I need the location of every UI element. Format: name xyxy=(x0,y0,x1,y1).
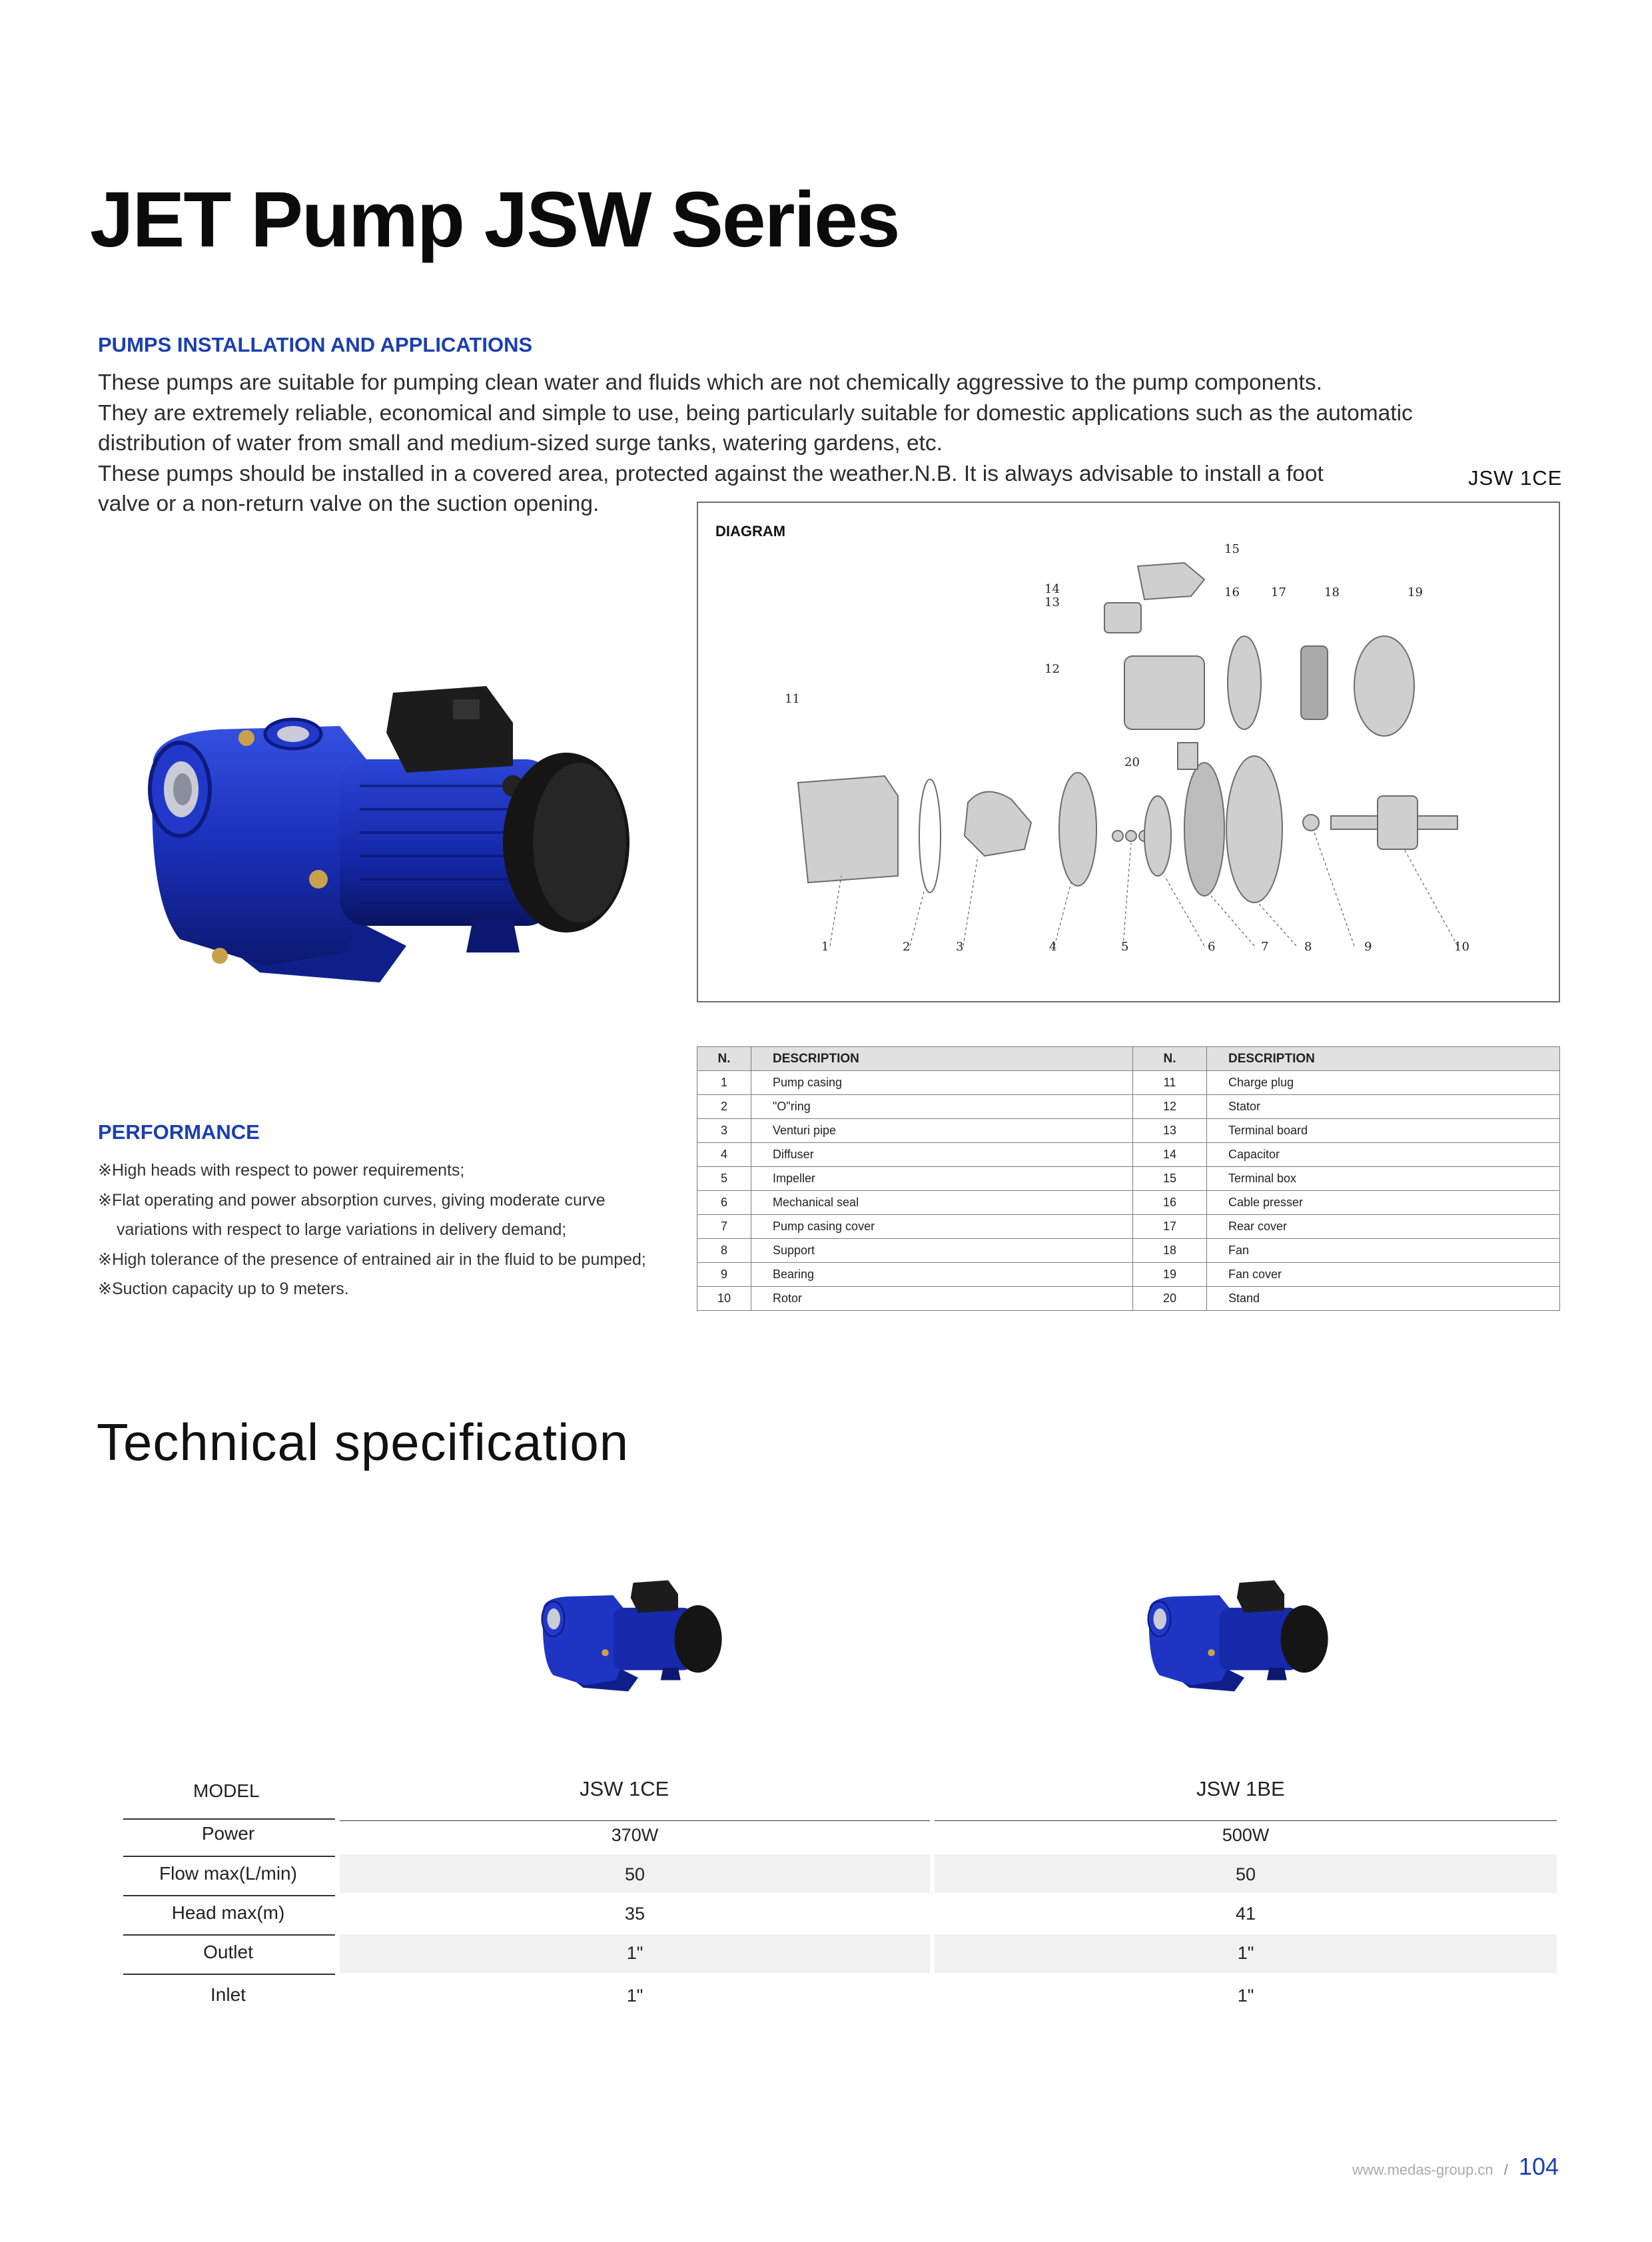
svg-text:4: 4 xyxy=(1049,940,1057,954)
row-divider xyxy=(123,1856,335,1857)
part-description: Pump casing cover xyxy=(751,1215,1133,1239)
col-number: N. xyxy=(1133,1047,1207,1071)
part-number: 4 xyxy=(697,1143,751,1167)
row-divider xyxy=(123,1934,335,1936)
table-row xyxy=(697,1215,1560,1239)
svg-text:6: 6 xyxy=(1208,940,1216,954)
part-number: 3 xyxy=(697,1119,751,1143)
spec-value: 50 xyxy=(624,1864,645,1884)
parts-table xyxy=(697,1046,1560,1311)
spec-value: 1" xyxy=(1237,1986,1254,2006)
row-divider xyxy=(123,1818,335,1820)
tech-spec-heading: Technical specification xyxy=(97,1413,629,1471)
table-row xyxy=(697,1287,1560,1311)
col-description: DESCRIPTION xyxy=(751,1047,1133,1071)
col-description: DESCRIPTION xyxy=(1207,1047,1560,1071)
model-name-1be: JSW 1BE xyxy=(1196,1777,1285,1800)
page-title: JET Pump JSW Series xyxy=(90,176,899,264)
performance-heading: PERFORMANCE xyxy=(98,1120,260,1144)
performance-item: ※Flat operating and power absorption curves, giving moderate curve xyxy=(98,1190,606,1210)
svg-text:14: 14 xyxy=(1044,582,1060,596)
diagram-label: DIAGRAM xyxy=(715,523,786,540)
svg-text:10: 10 xyxy=(1454,940,1469,954)
part-number: 1 xyxy=(697,1071,751,1095)
svg-text:17: 17 xyxy=(1271,585,1286,599)
part-number: 19 xyxy=(1133,1263,1207,1287)
svg-text:13: 13 xyxy=(1044,595,1060,609)
part-description: Fan xyxy=(1207,1239,1560,1263)
installation-heading: PUMPS INSTALLATION AND APPLICATIONS xyxy=(98,333,533,356)
part-description: "O"ring xyxy=(751,1095,1133,1119)
model-name-1ce: JSW 1CE xyxy=(580,1777,669,1800)
part-number: 5 xyxy=(697,1167,751,1191)
parts-table-header xyxy=(697,1047,1560,1071)
footer-url[interactable]: www.medas-group.cn xyxy=(1352,2161,1493,2178)
table-row xyxy=(697,1239,1560,1263)
svg-text:1: 1 xyxy=(821,940,829,954)
exploded-diagram xyxy=(697,502,1560,1002)
part-description: Venturi pipe xyxy=(751,1119,1133,1143)
part-number: 10 xyxy=(697,1287,751,1311)
installation-line: These pumps are suitable for pumping clean water and fluids which are not chemically aggressive to the pump components. xyxy=(98,370,1322,395)
svg-text:9: 9 xyxy=(1364,940,1372,954)
part-description: Rotor xyxy=(751,1287,1133,1311)
pump-image-jsw-1ce xyxy=(538,1569,738,1702)
performance-item: ※High tolerance of the presence of entrained air in the fluid to be pumped; xyxy=(98,1250,646,1269)
svg-text:18: 18 xyxy=(1324,585,1340,599)
spec-label-head: Head max(m) xyxy=(171,1902,285,1923)
spec-value: 1" xyxy=(1237,1943,1254,1963)
svg-text:19: 19 xyxy=(1408,585,1423,599)
svg-text:5: 5 xyxy=(1121,940,1129,954)
installation-line: These pumps should be installed in a covered area, protected against the weather.N.B. It is always advisable to install a foot xyxy=(98,461,1324,486)
spec-label-outlet: Outlet xyxy=(203,1942,253,1962)
page-number: 104 xyxy=(1518,2153,1559,2180)
part-number: 7 xyxy=(697,1215,751,1239)
installation-line: distribution of water from small and medium-sized surge tanks, watering gardens, etc. xyxy=(98,431,943,456)
model-label: MODEL xyxy=(193,1780,260,1801)
part-number: 16 xyxy=(1133,1191,1207,1215)
spec-value: 500W xyxy=(1222,1825,1270,1845)
part-number: 11 xyxy=(1133,1071,1207,1095)
spec-value: 41 xyxy=(1235,1904,1256,1924)
part-number: 20 xyxy=(1133,1287,1207,1311)
table-row xyxy=(697,1095,1560,1119)
part-number: 14 xyxy=(1133,1143,1207,1167)
diagram-model-label: JSW 1CE xyxy=(1468,466,1563,490)
part-description: Capacitor xyxy=(1207,1143,1560,1167)
spec-label-flow: Flow max(L/min) xyxy=(159,1863,297,1884)
part-number: 18 xyxy=(1133,1239,1207,1263)
part-number: 6 xyxy=(697,1191,751,1215)
svg-text:20: 20 xyxy=(1124,755,1140,769)
table-row xyxy=(697,1191,1560,1215)
table-row xyxy=(697,1119,1560,1143)
svg-text:3: 3 xyxy=(956,940,964,954)
spec-label-power: Power xyxy=(201,1823,255,1844)
installation-line: valve or a non-return valve on the suction opening. xyxy=(98,492,600,516)
part-description: Fan cover xyxy=(1207,1263,1560,1287)
part-description: Terminal board xyxy=(1207,1119,1560,1143)
svg-text:11: 11 xyxy=(785,692,800,706)
svg-text:16: 16 xyxy=(1224,585,1240,599)
svg-text:12: 12 xyxy=(1044,662,1060,676)
performance-item: ※High heads with respect to power requirements; xyxy=(98,1161,465,1180)
part-description: Mechanical seal xyxy=(751,1191,1133,1215)
part-description: Charge plug xyxy=(1207,1071,1560,1095)
part-description: Terminal box xyxy=(1207,1167,1560,1191)
part-number: 12 xyxy=(1133,1095,1207,1119)
svg-text:8: 8 xyxy=(1304,940,1312,954)
spec-value: 35 xyxy=(624,1904,645,1924)
part-description: Diffuser xyxy=(751,1143,1133,1167)
part-number: 17 xyxy=(1133,1215,1207,1239)
svg-text:2: 2 xyxy=(903,940,911,954)
part-description: Impeller xyxy=(751,1167,1133,1191)
spec-label-inlet: Inlet xyxy=(210,1984,246,2005)
col-number: N. xyxy=(697,1047,751,1071)
row-divider xyxy=(935,1820,1557,1821)
row-divider xyxy=(340,1820,930,1821)
part-number: 15 xyxy=(1133,1167,1207,1191)
row-divider xyxy=(123,1974,335,1975)
table-row xyxy=(697,1143,1560,1167)
part-number: 9 xyxy=(697,1263,751,1287)
table-row xyxy=(697,1263,1560,1287)
performance-list xyxy=(98,1156,646,1304)
svg-text:7: 7 xyxy=(1261,940,1269,954)
row-divider xyxy=(123,1895,335,1896)
table-row xyxy=(697,1071,1560,1095)
footer-separator: / xyxy=(1503,2161,1508,2178)
table-row xyxy=(697,1167,1560,1191)
part-description: Cable presser xyxy=(1207,1191,1560,1215)
page-footer xyxy=(1352,2153,1559,2181)
spec-value: 1" xyxy=(626,1943,643,1963)
spec-value: 370W xyxy=(611,1825,659,1845)
part-description: Rear cover xyxy=(1207,1215,1560,1239)
svg-text:15: 15 xyxy=(1224,542,1240,556)
installation-line: They are extremely reliable, economical and simple to use, being particularly suitable for domestic applications such as the automatic xyxy=(98,400,1413,426)
pump-product-image xyxy=(140,659,673,1006)
part-description: Pump casing xyxy=(751,1071,1133,1095)
installation-text xyxy=(98,368,1530,520)
pump-image-jsw-1be xyxy=(1144,1569,1344,1702)
part-description: Support xyxy=(751,1239,1133,1263)
part-number: 2 xyxy=(697,1095,751,1119)
part-description: Stator xyxy=(1207,1095,1560,1119)
part-description: Stand xyxy=(1207,1287,1560,1311)
exploded-view-drawing xyxy=(698,503,1561,1004)
part-description: Bearing xyxy=(751,1263,1133,1287)
spec-value: 50 xyxy=(1235,1864,1256,1884)
part-number: 13 xyxy=(1133,1119,1207,1143)
spec-value: 1" xyxy=(626,1986,643,2006)
performance-item: ※Suction capacity up to 9 meters. xyxy=(98,1280,349,1298)
performance-item: variations with respect to large variations in delivery demand; xyxy=(117,1220,567,1239)
part-number: 8 xyxy=(697,1239,751,1263)
